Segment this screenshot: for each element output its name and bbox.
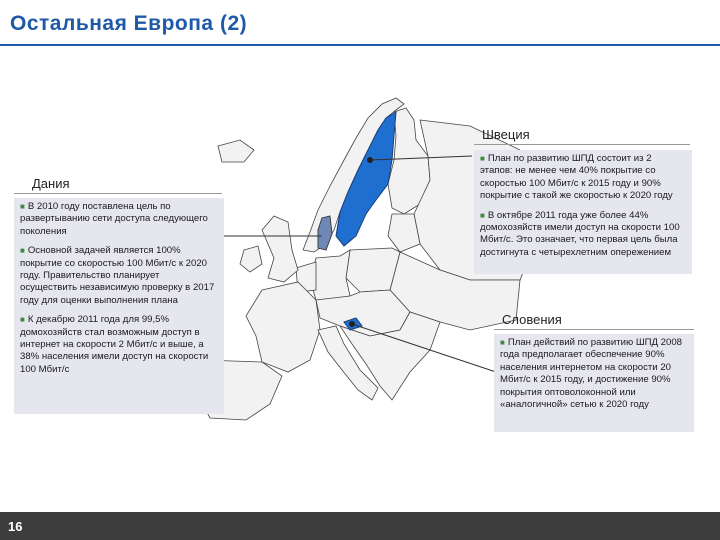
bullet-icon: ■: [500, 338, 505, 347]
footer-bar: [0, 512, 720, 540]
sweden-label: Швеция: [482, 127, 530, 142]
iceland-shape: [218, 140, 254, 162]
bullet-icon: ■: [20, 315, 25, 325]
denmark-bullet: ■ К декабрю 2011 года для 99,5% домохозяйств стал возможным доступ в интернет на скорости 2 Мбит/с и выше, а 38% населения имели доступ на скорости 100 Мбит/с: [20, 314, 209, 375]
slovenia-divider: [494, 329, 694, 330]
uk-shape: [262, 216, 298, 282]
page-number: 16: [8, 519, 23, 534]
france-shape: [246, 282, 320, 372]
ireland-shape: [240, 246, 262, 272]
denmark-divider: [14, 193, 222, 194]
slovenia-bullet: ■ План действий по развитию ШПД 2008 года предполагает обеспечение 90% населения интернетом на скорости 20 Мбит/с к 2015 году, и достижение 90% покрытия оптоволоконной или «аналогичной» сетью к 2020 году: [500, 337, 683, 411]
slovenia-label: Словения: [502, 312, 562, 327]
bullet-icon: ■: [480, 154, 485, 163]
sweden-bullet: ■ План по развитию ШПД состоит из 2 этапов: не менее чем 40% покрытие со скоростью 100 Мбит/с к 2015 году и 90% покрытие с такой же скоростью к 2020 году: [480, 153, 673, 202]
bullet-icon: ■: [20, 202, 25, 211]
denmark-bullet: ■ Основной задачей является 100% покрытие со скоростью 100 Мбит/с к 2020 году. Правительство планирует осуществить независимую проверку в 2017 году для оценки выполнения плана: [20, 245, 215, 306]
denmark-label: Дания: [32, 176, 70, 191]
sweden-panel: [474, 150, 692, 274]
denmark-bullet: ■ В 2010 году поставлена цель по развертыванию сети доступа следующего поколения: [20, 201, 208, 237]
slovenia-panel: [494, 334, 694, 432]
sweden-divider: [474, 144, 690, 145]
bullet-icon: ■: [480, 210, 485, 220]
sweden-dot: [367, 157, 373, 163]
page-title: Остальная Европа (2): [10, 12, 248, 35]
bullet-icon: ■: [20, 246, 25, 256]
slovenia-dot: [349, 321, 355, 327]
denmark-panel: [14, 198, 224, 414]
sweden-bullet: ■ В октябре 2011 года уже более 44% домохозяйств имели доступ на скорости 100 Мбит/с. Это означает, что первая цель была достигнута с четырехлетним опережением: [480, 209, 680, 258]
baltics-shape: [388, 214, 420, 252]
